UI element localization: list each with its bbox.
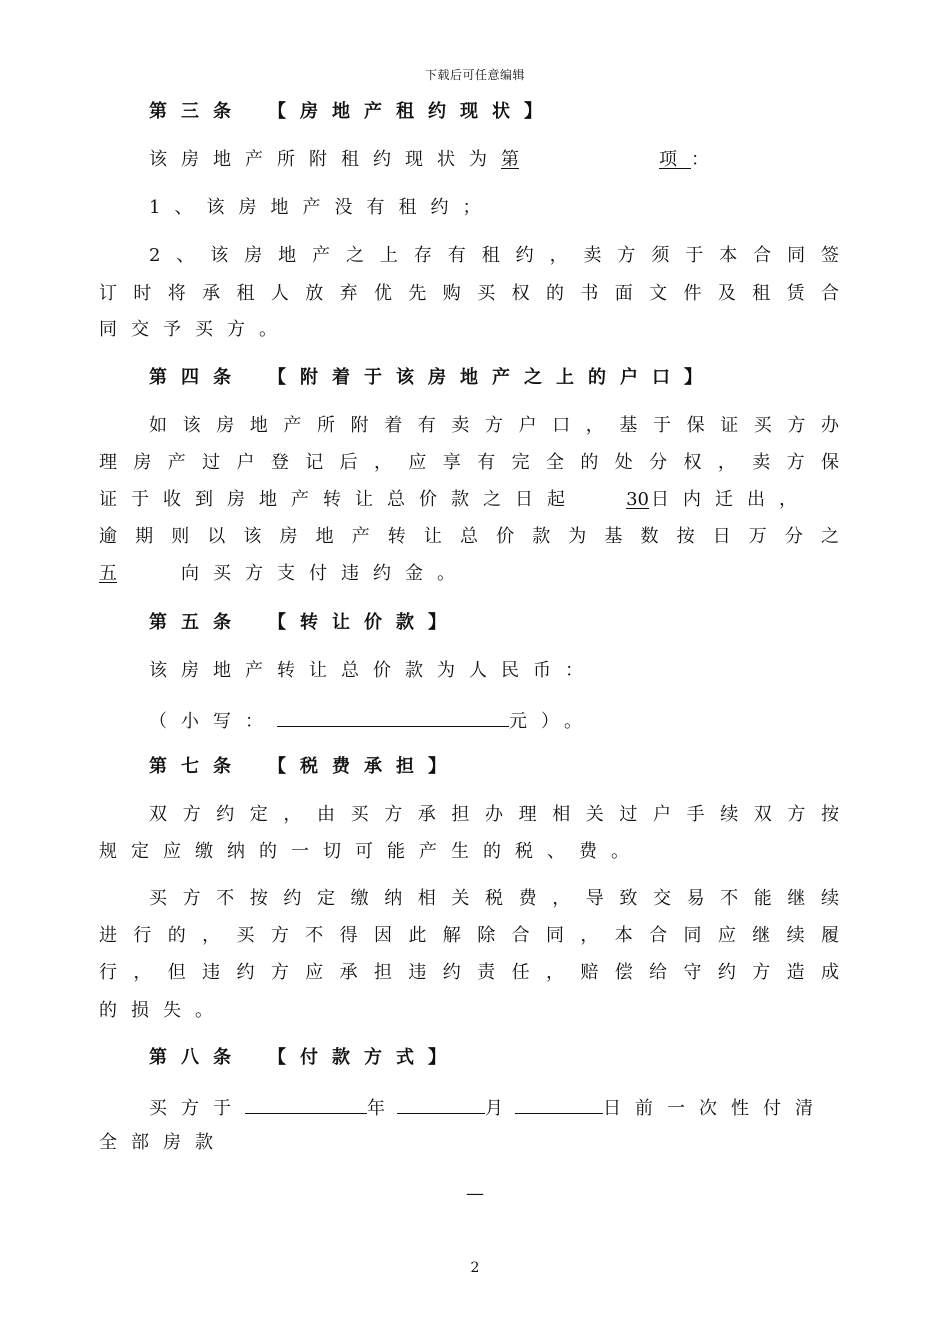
month-blank <box>397 1091 485 1114</box>
article-3-title: 第三条 【房地产租约现状】 <box>149 101 556 122</box>
article-7-p2-line-1: 买方不按约定缴纳相关税费，导致交易不能继续 <box>149 888 839 909</box>
item-number-blank: 第 项 <box>501 149 691 170</box>
article-4-title: 第四条 【附着于该房地产之上的户口】 <box>149 367 716 388</box>
article-4-line-4: 逾期则以该房地产转让总价款为基数按日万分之 <box>99 526 839 547</box>
article-3-item-1: 1、该房地产没有租约； <box>149 197 495 218</box>
header-note: 下载后可任意编辑 <box>424 68 525 82</box>
intro-text: 该房地产所附租约现状为 <box>149 149 501 170</box>
days-value: 30 <box>626 489 649 510</box>
article-7-p2-line-2: 进行的，买方不得因此解除合同，本合同应继续履 <box>99 925 839 946</box>
article-3-item-2-line-2: 订时将承租人放弃优先购买权的书面文件及租赁合 <box>99 283 839 304</box>
article-3-item-2-line-1: 2、该房地产之上存有租约，卖方须于本合同签 <box>149 245 839 266</box>
article-7-p2-line-4: 的损失。 <box>99 1000 227 1021</box>
article-3-item-2-line-3: 同交予买方。 <box>99 319 291 340</box>
article-5-line-1: 该房地产转让总价款为人民币： <box>149 660 597 681</box>
article-4-line-2: 理房产过户登记后，应享有完全的处分权，卖方保 <box>99 452 839 473</box>
article-3-intro <box>149 145 839 175</box>
article-4-line-3: 证于收到房地产转让总价款之日起 30 日内迁出， <box>99 485 839 515</box>
article-7-p1-line-1: 双方约定，由买方承担办理相关过户手续双方按 <box>149 804 839 825</box>
price-blank <box>277 704 509 727</box>
article-7-p2-line-3: 行，但违约方应承担违约责任，赔偿给守约方造成 <box>99 962 839 983</box>
article-8-line-1: 买方于 年 月 日前一次性付清 <box>149 1091 839 1121</box>
colon: ： <box>691 149 709 170</box>
article-7-p1-line-2: 规定应缴纳的一切可能产生的税、费。 <box>99 841 643 862</box>
article-8-title: 第八条 【付款方式】 <box>149 1047 460 1068</box>
article-4-line-5: 五 向买方支付违约金。 <box>99 559 839 589</box>
article-7-title: 第七条 【税费承担】 <box>149 756 460 777</box>
article-8-line-2: 全部房款 <box>99 1132 227 1153</box>
year-blank <box>245 1091 367 1114</box>
penalty-rate-value: 五 <box>99 563 117 584</box>
article-5-line-2: （小写： 元）。 <box>149 704 839 734</box>
day-blank <box>515 1091 603 1114</box>
article-4-line-1: 如该房地产所附着有卖方户口，基于保证买方办 <box>149 415 839 436</box>
center-dash: — <box>466 1183 484 1204</box>
article-5-title: 第五条 【转让价款】 <box>149 612 460 633</box>
page-number: 2 <box>470 1260 480 1276</box>
